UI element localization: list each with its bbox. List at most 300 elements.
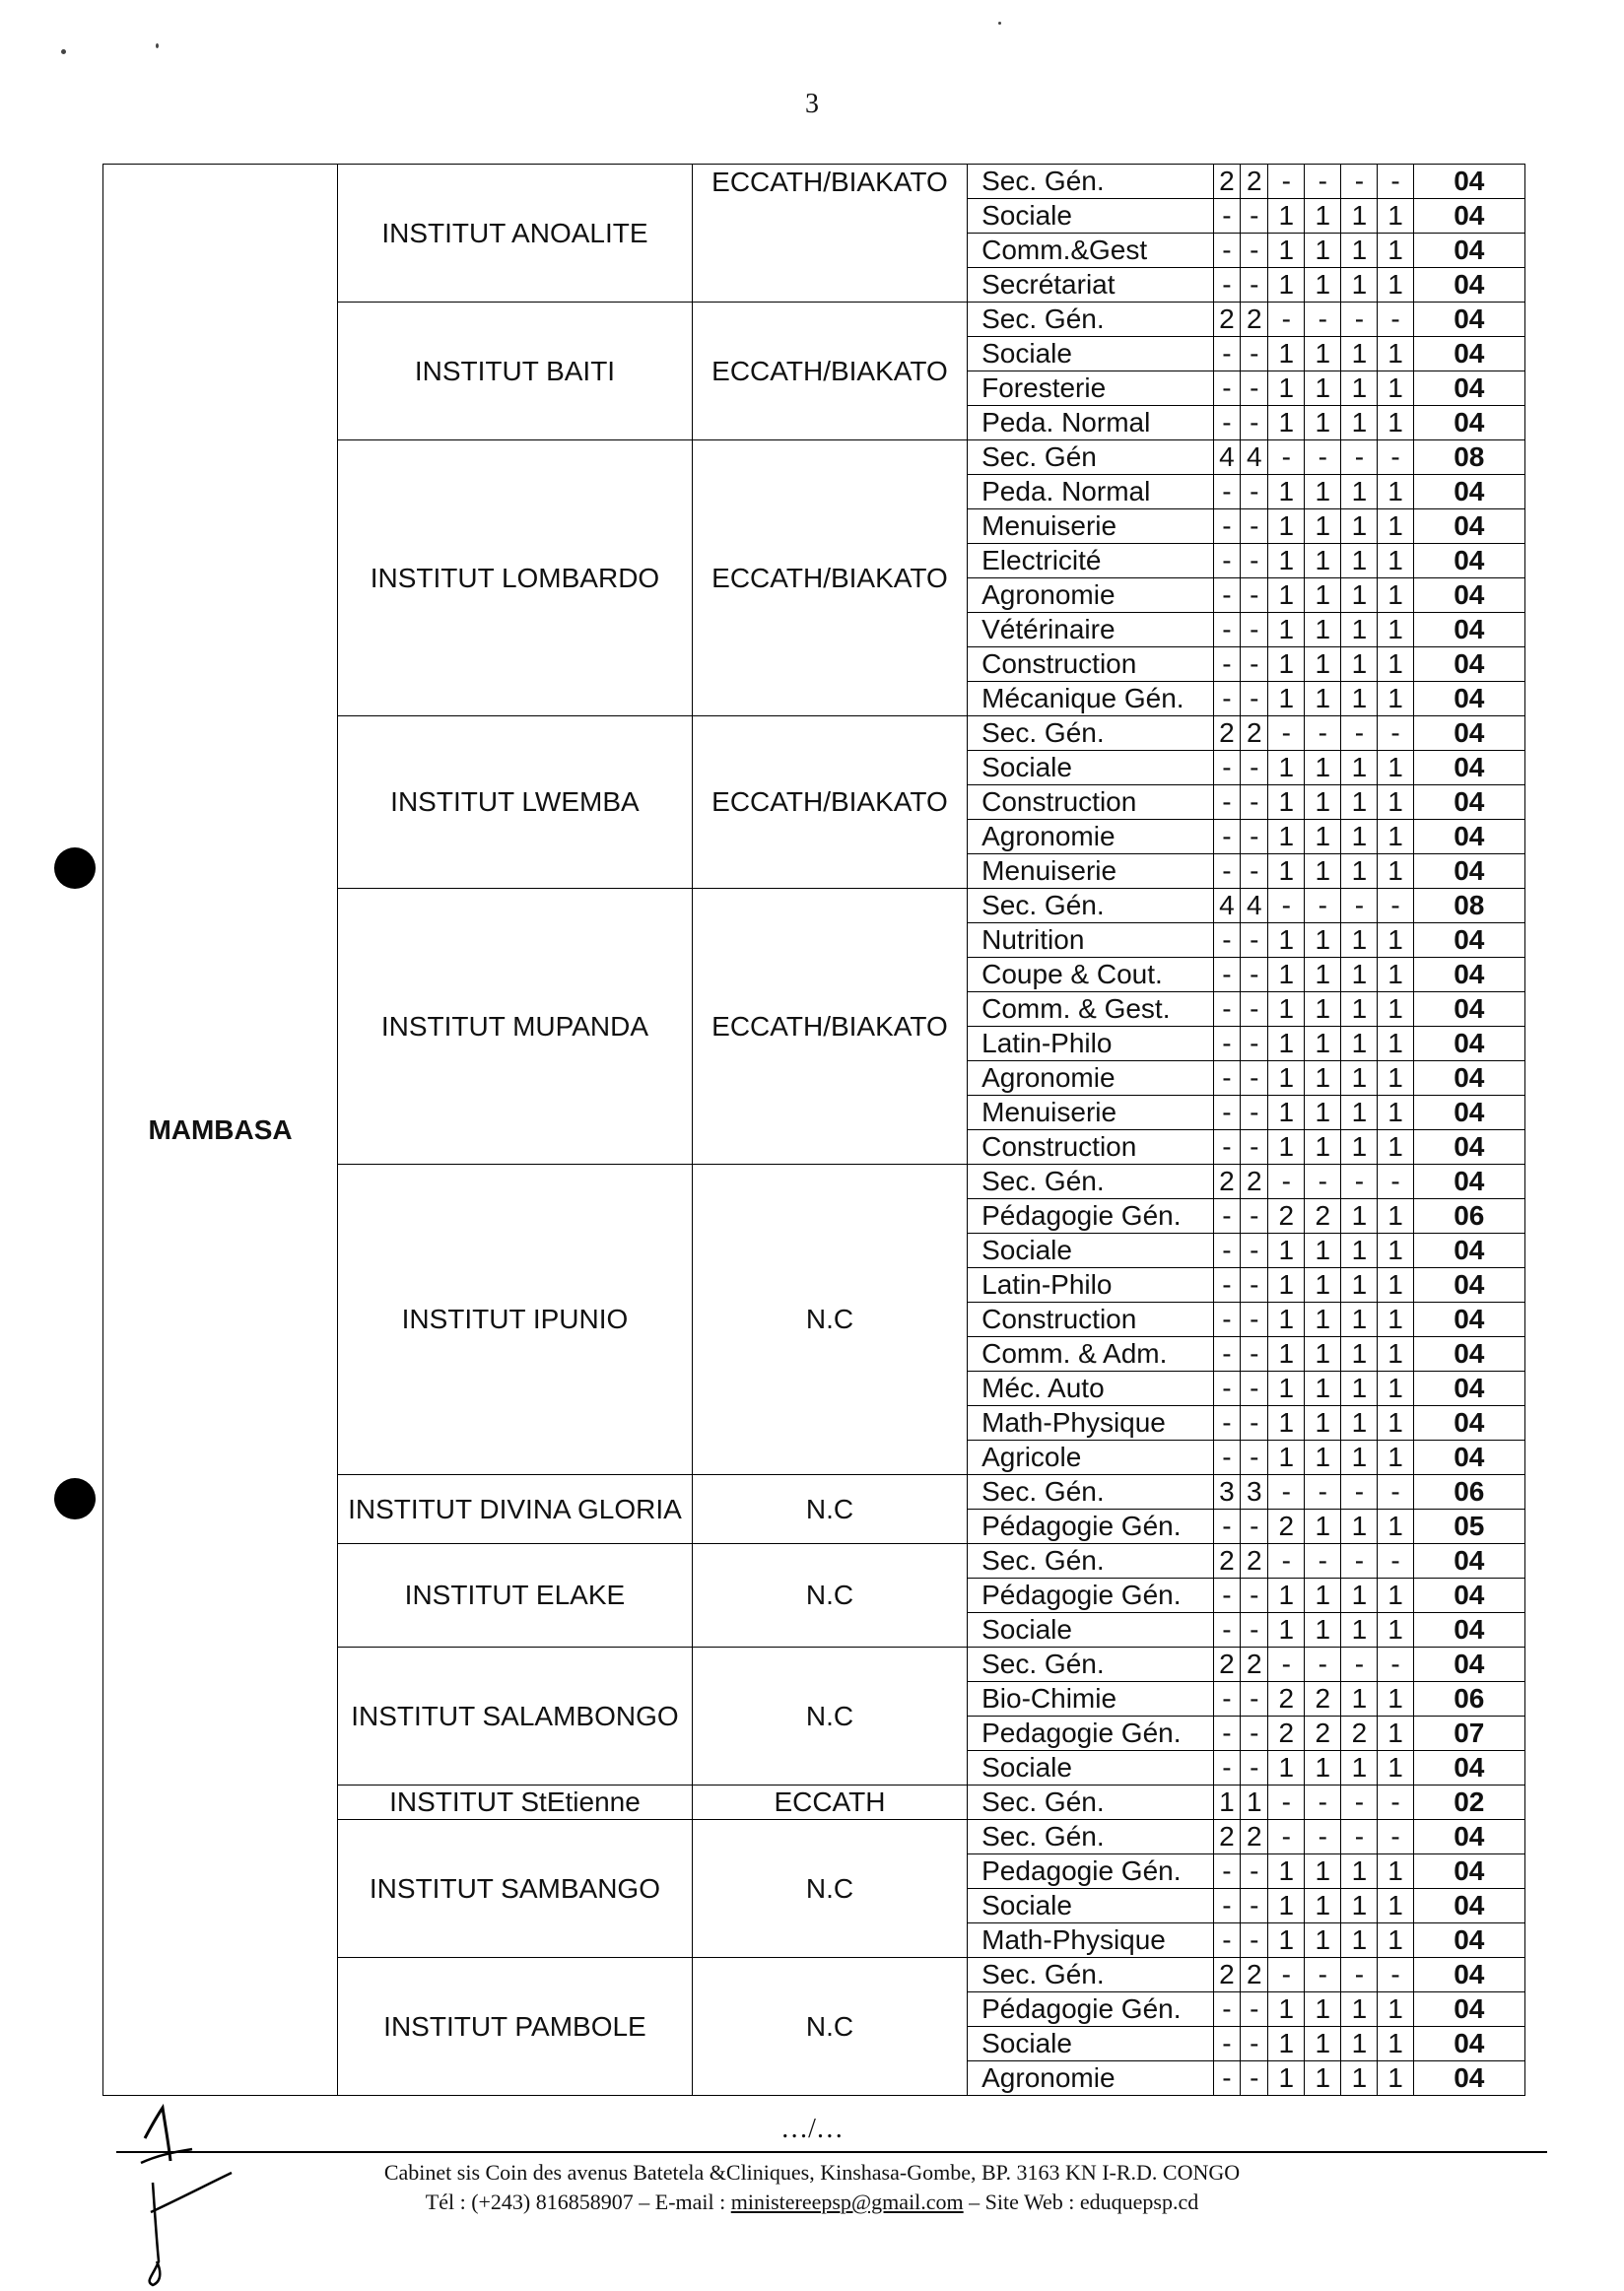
class-count-cell: 1 bbox=[1378, 1406, 1413, 1441]
class-count-cell: - bbox=[1241, 544, 1268, 578]
total-cell: 04 bbox=[1413, 1406, 1524, 1441]
class-count-cell: 2 bbox=[1213, 1544, 1241, 1579]
class-count-cell: 1 bbox=[1341, 1613, 1378, 1648]
class-count-cell: - bbox=[1241, 406, 1268, 440]
class-count-cell: 1 bbox=[1378, 1510, 1413, 1544]
class-count-cell: - bbox=[1305, 1786, 1341, 1820]
total-cell: 04 bbox=[1413, 1544, 1524, 1579]
footer-email: ministereepsp@gmail.com bbox=[730, 2190, 964, 2214]
class-count-cell: 1 bbox=[1305, 958, 1341, 992]
class-count-cell: - bbox=[1241, 1992, 1268, 2027]
class-count-cell: 2 bbox=[1213, 716, 1241, 751]
class-count-cell: 1 bbox=[1341, 958, 1378, 992]
class-count-cell: 1 bbox=[1268, 1372, 1305, 1406]
class-count-cell: 1 bbox=[1268, 647, 1305, 682]
total-cell: 04 bbox=[1413, 1130, 1524, 1165]
total-cell: 04 bbox=[1413, 820, 1524, 854]
class-count-cell: - bbox=[1213, 854, 1241, 889]
school-name: INSTITUT ELAKE bbox=[338, 1544, 693, 1648]
class-count-cell: 1 bbox=[1378, 1923, 1413, 1958]
section-name: Math-Physique bbox=[968, 1406, 1213, 1441]
district-cell: MAMBASA bbox=[103, 165, 338, 2096]
school-name: INSTITUT DIVINA GLORIA bbox=[338, 1475, 693, 1544]
class-count-cell: - bbox=[1341, 1958, 1378, 1992]
class-count-cell: 1 bbox=[1268, 751, 1305, 785]
class-count-cell: 1 bbox=[1341, 613, 1378, 647]
class-count-cell: 1 bbox=[1268, 1992, 1305, 2027]
class-count-cell: - bbox=[1241, 1406, 1268, 1441]
class-count-cell: 1 bbox=[1305, 1441, 1341, 1475]
class-count-cell: 1 bbox=[1305, 1854, 1341, 1889]
class-count-cell: 1 bbox=[1378, 854, 1413, 889]
school-name: INSTITUT SAMBANGO bbox=[338, 1820, 693, 1958]
total-cell: 04 bbox=[1413, 544, 1524, 578]
class-count-cell: - bbox=[1213, 1717, 1241, 1751]
class-count-cell: - bbox=[1241, 371, 1268, 406]
class-count-cell: 1 bbox=[1378, 199, 1413, 234]
class-count-cell: - bbox=[1213, 1061, 1241, 1096]
class-count-cell: 1 bbox=[1268, 1751, 1305, 1786]
class-count-cell: 1 bbox=[1268, 2061, 1305, 2096]
section-name: Sociale bbox=[968, 1613, 1213, 1648]
total-cell: 04 bbox=[1413, 751, 1524, 785]
class-count-cell: - bbox=[1241, 1337, 1268, 1372]
class-count-cell: - bbox=[1305, 1165, 1341, 1199]
total-cell: 05 bbox=[1413, 1510, 1524, 1544]
class-count-cell: - bbox=[1305, 716, 1341, 751]
section-name: Sociale bbox=[968, 337, 1213, 371]
section-name: Latin-Philo bbox=[968, 1027, 1213, 1061]
class-count-cell: - bbox=[1241, 1199, 1268, 1234]
class-count-cell: - bbox=[1241, 992, 1268, 1027]
class-count-cell: 1 bbox=[1341, 923, 1378, 958]
class-count-cell: 2 bbox=[1341, 1717, 1378, 1751]
class-count-cell: 1 bbox=[1305, 337, 1341, 371]
class-count-cell: - bbox=[1241, 1613, 1268, 1648]
class-count-cell: 2 bbox=[1305, 1682, 1341, 1717]
class-count-cell: 2 bbox=[1241, 716, 1268, 751]
class-count-cell: 1 bbox=[1378, 578, 1413, 613]
total-cell: 04 bbox=[1413, 1889, 1524, 1923]
class-count-cell: - bbox=[1213, 1992, 1241, 2027]
class-count-cell: - bbox=[1241, 337, 1268, 371]
class-count-cell: 1 bbox=[1268, 199, 1305, 234]
class-count-cell: 1 bbox=[1305, 820, 1341, 854]
class-count-cell: - bbox=[1305, 303, 1341, 337]
section-name: Sec. Gén. bbox=[968, 889, 1213, 923]
class-count-cell: 2 bbox=[1305, 1199, 1341, 1234]
class-count-cell: 1 bbox=[1341, 234, 1378, 268]
class-count-cell: 1 bbox=[1305, 647, 1341, 682]
class-count-cell: - bbox=[1341, 303, 1378, 337]
class-count-cell: 1 bbox=[1268, 1406, 1305, 1441]
class-count-cell: 1 bbox=[1213, 1786, 1241, 1820]
school-manager: N.C bbox=[692, 1544, 967, 1648]
class-count-cell: 1 bbox=[1378, 820, 1413, 854]
footer-web: – Site Web : eduquepsp.cd bbox=[963, 2190, 1199, 2214]
class-count-cell: - bbox=[1241, 854, 1268, 889]
class-count-cell: 2 bbox=[1268, 1199, 1305, 1234]
class-count-cell: - bbox=[1268, 1958, 1305, 1992]
class-count-cell: - bbox=[1305, 1820, 1341, 1854]
class-count-cell: 1 bbox=[1341, 1027, 1378, 1061]
school-manager: N.C bbox=[692, 1958, 967, 2096]
class-count-cell: 4 bbox=[1213, 440, 1241, 475]
total-cell: 04 bbox=[1413, 958, 1524, 992]
total-cell: 04 bbox=[1413, 1027, 1524, 1061]
class-count-cell: 1 bbox=[1341, 1130, 1378, 1165]
class-count-cell: - bbox=[1213, 923, 1241, 958]
class-count-cell: - bbox=[1341, 165, 1378, 199]
school-manager: N.C bbox=[692, 1165, 967, 1475]
class-count-cell: 2 bbox=[1213, 1958, 1241, 1992]
school-name: INSTITUT ANOALITE bbox=[338, 165, 693, 303]
class-count-cell: 1 bbox=[1341, 2061, 1378, 2096]
class-count-cell: 1 bbox=[1305, 268, 1341, 303]
total-cell: 04 bbox=[1413, 1234, 1524, 1268]
class-count-cell: - bbox=[1241, 578, 1268, 613]
school-manager: N.C bbox=[692, 1648, 967, 1786]
total-cell: 04 bbox=[1413, 1992, 1524, 2027]
class-count-cell: 1 bbox=[1305, 1510, 1341, 1544]
class-count-cell: 1 bbox=[1268, 1234, 1305, 1268]
class-count-cell: - bbox=[1241, 1923, 1268, 1958]
class-count-cell: 2 bbox=[1268, 1717, 1305, 1751]
class-count-cell: 1 bbox=[1378, 1579, 1413, 1613]
class-count-cell: 2 bbox=[1268, 1682, 1305, 1717]
class-count-cell: 1 bbox=[1378, 682, 1413, 716]
class-count-cell: 4 bbox=[1241, 889, 1268, 923]
class-count-cell: - bbox=[1341, 1648, 1378, 1682]
class-count-cell: 1 bbox=[1341, 1682, 1378, 1717]
class-count-cell: - bbox=[1241, 268, 1268, 303]
class-count-cell: 1 bbox=[1268, 544, 1305, 578]
class-count-cell: - bbox=[1213, 1923, 1241, 1958]
class-count-cell: 1 bbox=[1268, 234, 1305, 268]
section-name: Agronomie bbox=[968, 578, 1213, 613]
class-count-cell: - bbox=[1213, 682, 1241, 716]
class-count-cell: - bbox=[1268, 1648, 1305, 1682]
class-count-cell: 1 bbox=[1268, 923, 1305, 958]
class-count-cell: - bbox=[1268, 303, 1305, 337]
total-cell: 04 bbox=[1413, 1061, 1524, 1096]
class-count-cell: - bbox=[1241, 682, 1268, 716]
class-count-cell: 1 bbox=[1268, 1061, 1305, 1096]
section-name: Pédagogie Gén. bbox=[968, 1579, 1213, 1613]
class-count-cell: 1 bbox=[1378, 268, 1413, 303]
section-name: Comm. & Gest. bbox=[968, 992, 1213, 1027]
total-cell: 04 bbox=[1413, 1268, 1524, 1303]
school-name: INSTITUT LOMBARDO bbox=[338, 440, 693, 716]
class-count-cell: 1 bbox=[1378, 751, 1413, 785]
class-count-cell: 1 bbox=[1378, 647, 1413, 682]
class-count-cell: 1 bbox=[1341, 682, 1378, 716]
class-count-cell: 1 bbox=[1341, 1303, 1378, 1337]
class-count-cell: 1 bbox=[1268, 1854, 1305, 1889]
total-cell: 04 bbox=[1413, 1923, 1524, 1958]
footer-contact bbox=[0, 2190, 1624, 2215]
class-count-cell: - bbox=[1341, 1786, 1378, 1820]
class-count-cell: - bbox=[1305, 165, 1341, 199]
class-count-cell: 1 bbox=[1305, 854, 1341, 889]
section-name: Vétérinaire bbox=[968, 613, 1213, 647]
class-count-cell: 1 bbox=[1341, 1406, 1378, 1441]
total-cell: 04 bbox=[1413, 716, 1524, 751]
class-count-cell: - bbox=[1213, 234, 1241, 268]
punch-hole-icon bbox=[54, 847, 96, 889]
class-count-cell: 1 bbox=[1305, 2027, 1341, 2061]
class-count-cell: 1 bbox=[1268, 371, 1305, 406]
total-cell: 04 bbox=[1413, 1751, 1524, 1786]
table-row bbox=[103, 165, 1525, 199]
section-name: Pedagogie Gén. bbox=[968, 1854, 1213, 1889]
class-count-cell: 3 bbox=[1213, 1475, 1241, 1510]
class-count-cell: - bbox=[1213, 785, 1241, 820]
class-count-cell: 1 bbox=[1378, 509, 1413, 544]
section-name: Sec. Gén. bbox=[968, 303, 1213, 337]
class-count-cell: - bbox=[1341, 1165, 1378, 1199]
speck bbox=[998, 22, 1001, 25]
punch-hole-icon bbox=[54, 1478, 96, 1519]
class-count-cell: 1 bbox=[1341, 1510, 1378, 1544]
class-count-cell: - bbox=[1268, 1544, 1305, 1579]
section-name: Menuiserie bbox=[968, 1096, 1213, 1130]
class-count-cell: 1 bbox=[1268, 682, 1305, 716]
total-cell: 04 bbox=[1413, 578, 1524, 613]
class-count-cell: 2 bbox=[1241, 1648, 1268, 1682]
school-manager: N.C bbox=[692, 1475, 967, 1544]
total-cell: 02 bbox=[1413, 1786, 1524, 1820]
class-count-cell: - bbox=[1241, 1441, 1268, 1475]
class-count-cell: - bbox=[1213, 337, 1241, 371]
class-count-cell: - bbox=[1305, 1544, 1341, 1579]
class-count-cell: 1 bbox=[1268, 406, 1305, 440]
class-count-cell: - bbox=[1241, 2027, 1268, 2061]
total-cell: 04 bbox=[1413, 509, 1524, 544]
class-count-cell: 2 bbox=[1268, 1510, 1305, 1544]
class-count-cell: - bbox=[1213, 1682, 1241, 1717]
class-count-cell: 1 bbox=[1305, 406, 1341, 440]
class-count-cell: - bbox=[1305, 1958, 1341, 1992]
total-cell: 04 bbox=[1413, 1303, 1524, 1337]
class-count-cell: 1 bbox=[1268, 1027, 1305, 1061]
school-name: INSTITUT LWEMBA bbox=[338, 716, 693, 889]
class-count-cell: - bbox=[1241, 1268, 1268, 1303]
total-cell: 06 bbox=[1413, 1475, 1524, 1510]
section-name: Menuiserie bbox=[968, 854, 1213, 889]
class-count-cell: - bbox=[1241, 2061, 1268, 2096]
section-name: Bio-Chimie bbox=[968, 1682, 1213, 1717]
section-name: Foresterie bbox=[968, 371, 1213, 406]
class-count-cell: 1 bbox=[1378, 475, 1413, 509]
class-count-cell: 1 bbox=[1305, 1096, 1341, 1130]
class-count-cell: - bbox=[1241, 1027, 1268, 1061]
class-count-cell: 2 bbox=[1305, 1717, 1341, 1751]
school-name: INSTITUT BAITI bbox=[338, 303, 693, 440]
class-count-cell: - bbox=[1213, 199, 1241, 234]
class-count-cell: 1 bbox=[1341, 1854, 1378, 1889]
section-name: Sec. Gén. bbox=[968, 1820, 1213, 1854]
class-count-cell: 1 bbox=[1341, 578, 1378, 613]
class-count-cell: 1 bbox=[1378, 2061, 1413, 2096]
section-name: Sec. Gén bbox=[968, 440, 1213, 475]
class-count-cell: 1 bbox=[1305, 371, 1341, 406]
class-count-cell: 1 bbox=[1341, 1751, 1378, 1786]
class-count-cell: - bbox=[1378, 1786, 1413, 1820]
class-count-cell: - bbox=[1213, 1579, 1241, 1613]
school-name: INSTITUT PAMBOLE bbox=[338, 1958, 693, 2096]
class-count-cell: 1 bbox=[1305, 923, 1341, 958]
class-count-cell: - bbox=[1378, 889, 1413, 923]
class-count-cell: 1 bbox=[1305, 578, 1341, 613]
class-count-cell: 1 bbox=[1305, 1130, 1341, 1165]
class-count-cell: 1 bbox=[1305, 1406, 1341, 1441]
class-count-cell: 1 bbox=[1378, 2027, 1413, 2061]
section-name: Construction bbox=[968, 785, 1213, 820]
section-name: Sociale bbox=[968, 199, 1213, 234]
class-count-cell: 1 bbox=[1305, 1992, 1341, 2027]
class-count-cell: 1 bbox=[1378, 958, 1413, 992]
class-count-cell: - bbox=[1213, 1510, 1241, 1544]
class-count-cell: 3 bbox=[1241, 1475, 1268, 1510]
class-count-cell: - bbox=[1213, 2027, 1241, 2061]
class-count-cell: 1 bbox=[1341, 1061, 1378, 1096]
class-count-cell: 1 bbox=[1305, 475, 1341, 509]
class-count-cell: 1 bbox=[1341, 992, 1378, 1027]
class-count-cell: - bbox=[1341, 889, 1378, 923]
class-count-cell: 1 bbox=[1268, 475, 1305, 509]
section-name: Math-Physique bbox=[968, 1923, 1213, 1958]
total-cell: 04 bbox=[1413, 2027, 1524, 2061]
class-count-cell: - bbox=[1241, 1682, 1268, 1717]
class-count-cell: 1 bbox=[1341, 406, 1378, 440]
class-count-cell: 1 bbox=[1305, 992, 1341, 1027]
class-count-cell: - bbox=[1213, 1751, 1241, 1786]
class-count-cell: 1 bbox=[1341, 1234, 1378, 1268]
class-count-cell: 2 bbox=[1241, 1958, 1268, 1992]
section-name: Latin-Philo bbox=[968, 1268, 1213, 1303]
class-count-cell: 1 bbox=[1341, 1096, 1378, 1130]
class-count-cell: 1 bbox=[1305, 1061, 1341, 1096]
section-name: Agricole bbox=[968, 1441, 1213, 1475]
class-count-cell: 1 bbox=[1378, 1130, 1413, 1165]
class-count-cell: - bbox=[1378, 1958, 1413, 1992]
class-count-cell: 1 bbox=[1341, 337, 1378, 371]
class-count-cell: 1 bbox=[1268, 268, 1305, 303]
class-count-cell: 1 bbox=[1378, 1992, 1413, 2027]
class-count-cell: 1 bbox=[1378, 1303, 1413, 1337]
class-count-cell: 1 bbox=[1268, 509, 1305, 544]
class-count-cell: 1 bbox=[1341, 647, 1378, 682]
section-name: Agronomie bbox=[968, 1061, 1213, 1096]
class-count-cell: 1 bbox=[1341, 1199, 1378, 1234]
class-count-cell: - bbox=[1341, 1475, 1378, 1510]
class-count-cell: - bbox=[1241, 1579, 1268, 1613]
total-cell: 08 bbox=[1413, 889, 1524, 923]
class-count-cell: 1 bbox=[1305, 682, 1341, 716]
class-count-cell: 1 bbox=[1341, 751, 1378, 785]
class-count-cell: 1 bbox=[1305, 1337, 1341, 1372]
school-manager: ECCATH/BIAKATO bbox=[692, 716, 967, 889]
class-count-cell: 1 bbox=[1268, 578, 1305, 613]
class-count-cell: - bbox=[1213, 544, 1241, 578]
class-count-cell: 2 bbox=[1241, 303, 1268, 337]
class-count-cell: 1 bbox=[1341, 199, 1378, 234]
class-count-cell: 1 bbox=[1268, 1923, 1305, 1958]
class-count-cell: 1 bbox=[1341, 1268, 1378, 1303]
class-count-cell: - bbox=[1378, 1544, 1413, 1579]
class-count-cell: - bbox=[1341, 440, 1378, 475]
handwritten-signature bbox=[123, 2104, 241, 2291]
class-count-cell: - bbox=[1378, 1648, 1413, 1682]
class-count-cell: - bbox=[1213, 751, 1241, 785]
class-count-cell: - bbox=[1241, 1510, 1268, 1544]
total-cell: 04 bbox=[1413, 303, 1524, 337]
total-cell: 04 bbox=[1413, 1579, 1524, 1613]
class-count-cell: 1 bbox=[1305, 751, 1341, 785]
class-count-cell: - bbox=[1378, 440, 1413, 475]
class-count-cell: - bbox=[1213, 992, 1241, 1027]
class-count-cell: - bbox=[1241, 1234, 1268, 1268]
class-count-cell: 1 bbox=[1378, 337, 1413, 371]
class-count-cell: - bbox=[1305, 440, 1341, 475]
total-cell: 04 bbox=[1413, 1820, 1524, 1854]
total-cell: 04 bbox=[1413, 854, 1524, 889]
class-count-cell: 2 bbox=[1213, 1648, 1241, 1682]
total-cell: 04 bbox=[1413, 785, 1524, 820]
class-count-cell: - bbox=[1341, 1820, 1378, 1854]
school-manager: N.C bbox=[692, 1820, 967, 1958]
class-count-cell: 1 bbox=[1268, 1268, 1305, 1303]
class-count-cell: - bbox=[1378, 1820, 1413, 1854]
section-name: Peda. Normal bbox=[968, 475, 1213, 509]
section-name: Construction bbox=[968, 1303, 1213, 1337]
class-count-cell: 1 bbox=[1268, 854, 1305, 889]
class-count-cell: - bbox=[1213, 1889, 1241, 1923]
class-count-cell: - bbox=[1241, 234, 1268, 268]
section-name: Construction bbox=[968, 1130, 1213, 1165]
schools-table bbox=[102, 164, 1525, 2096]
total-cell: 04 bbox=[1413, 199, 1524, 234]
class-count-cell: 1 bbox=[1378, 1199, 1413, 1234]
section-name: Méc. Auto bbox=[968, 1372, 1213, 1406]
class-count-cell: 1 bbox=[1378, 1027, 1413, 1061]
class-count-cell: 2 bbox=[1241, 1820, 1268, 1854]
class-count-cell: - bbox=[1213, 2061, 1241, 2096]
class-count-cell: 1 bbox=[1341, 1579, 1378, 1613]
footer-address: Cabinet sis Coin des avenus Batetela &Cliniques, Kinshasa-Gombe, BP. 3163 KN I-R.D. CONGO bbox=[383, 2160, 1241, 2185]
class-count-cell: 4 bbox=[1213, 889, 1241, 923]
class-count-cell: - bbox=[1213, 1613, 1241, 1648]
class-count-cell: 2 bbox=[1241, 165, 1268, 199]
total-cell: 04 bbox=[1413, 682, 1524, 716]
class-count-cell: - bbox=[1268, 165, 1305, 199]
section-name: Pédagogie Gén. bbox=[968, 1510, 1213, 1544]
class-count-cell: 1 bbox=[1268, 958, 1305, 992]
class-count-cell: - bbox=[1213, 406, 1241, 440]
class-count-cell: - bbox=[1341, 716, 1378, 751]
class-count-cell: 1 bbox=[1341, 820, 1378, 854]
class-count-cell: 1 bbox=[1378, 544, 1413, 578]
class-count-cell: 1 bbox=[1341, 1372, 1378, 1406]
class-count-cell: - bbox=[1213, 1441, 1241, 1475]
page-number: 3 bbox=[805, 89, 819, 119]
total-cell: 06 bbox=[1413, 1199, 1524, 1234]
total-cell: 04 bbox=[1413, 613, 1524, 647]
class-count-cell: 1 bbox=[1268, 1613, 1305, 1648]
section-name: Agronomie bbox=[968, 820, 1213, 854]
section-name: Sec. Gén. bbox=[968, 1165, 1213, 1199]
